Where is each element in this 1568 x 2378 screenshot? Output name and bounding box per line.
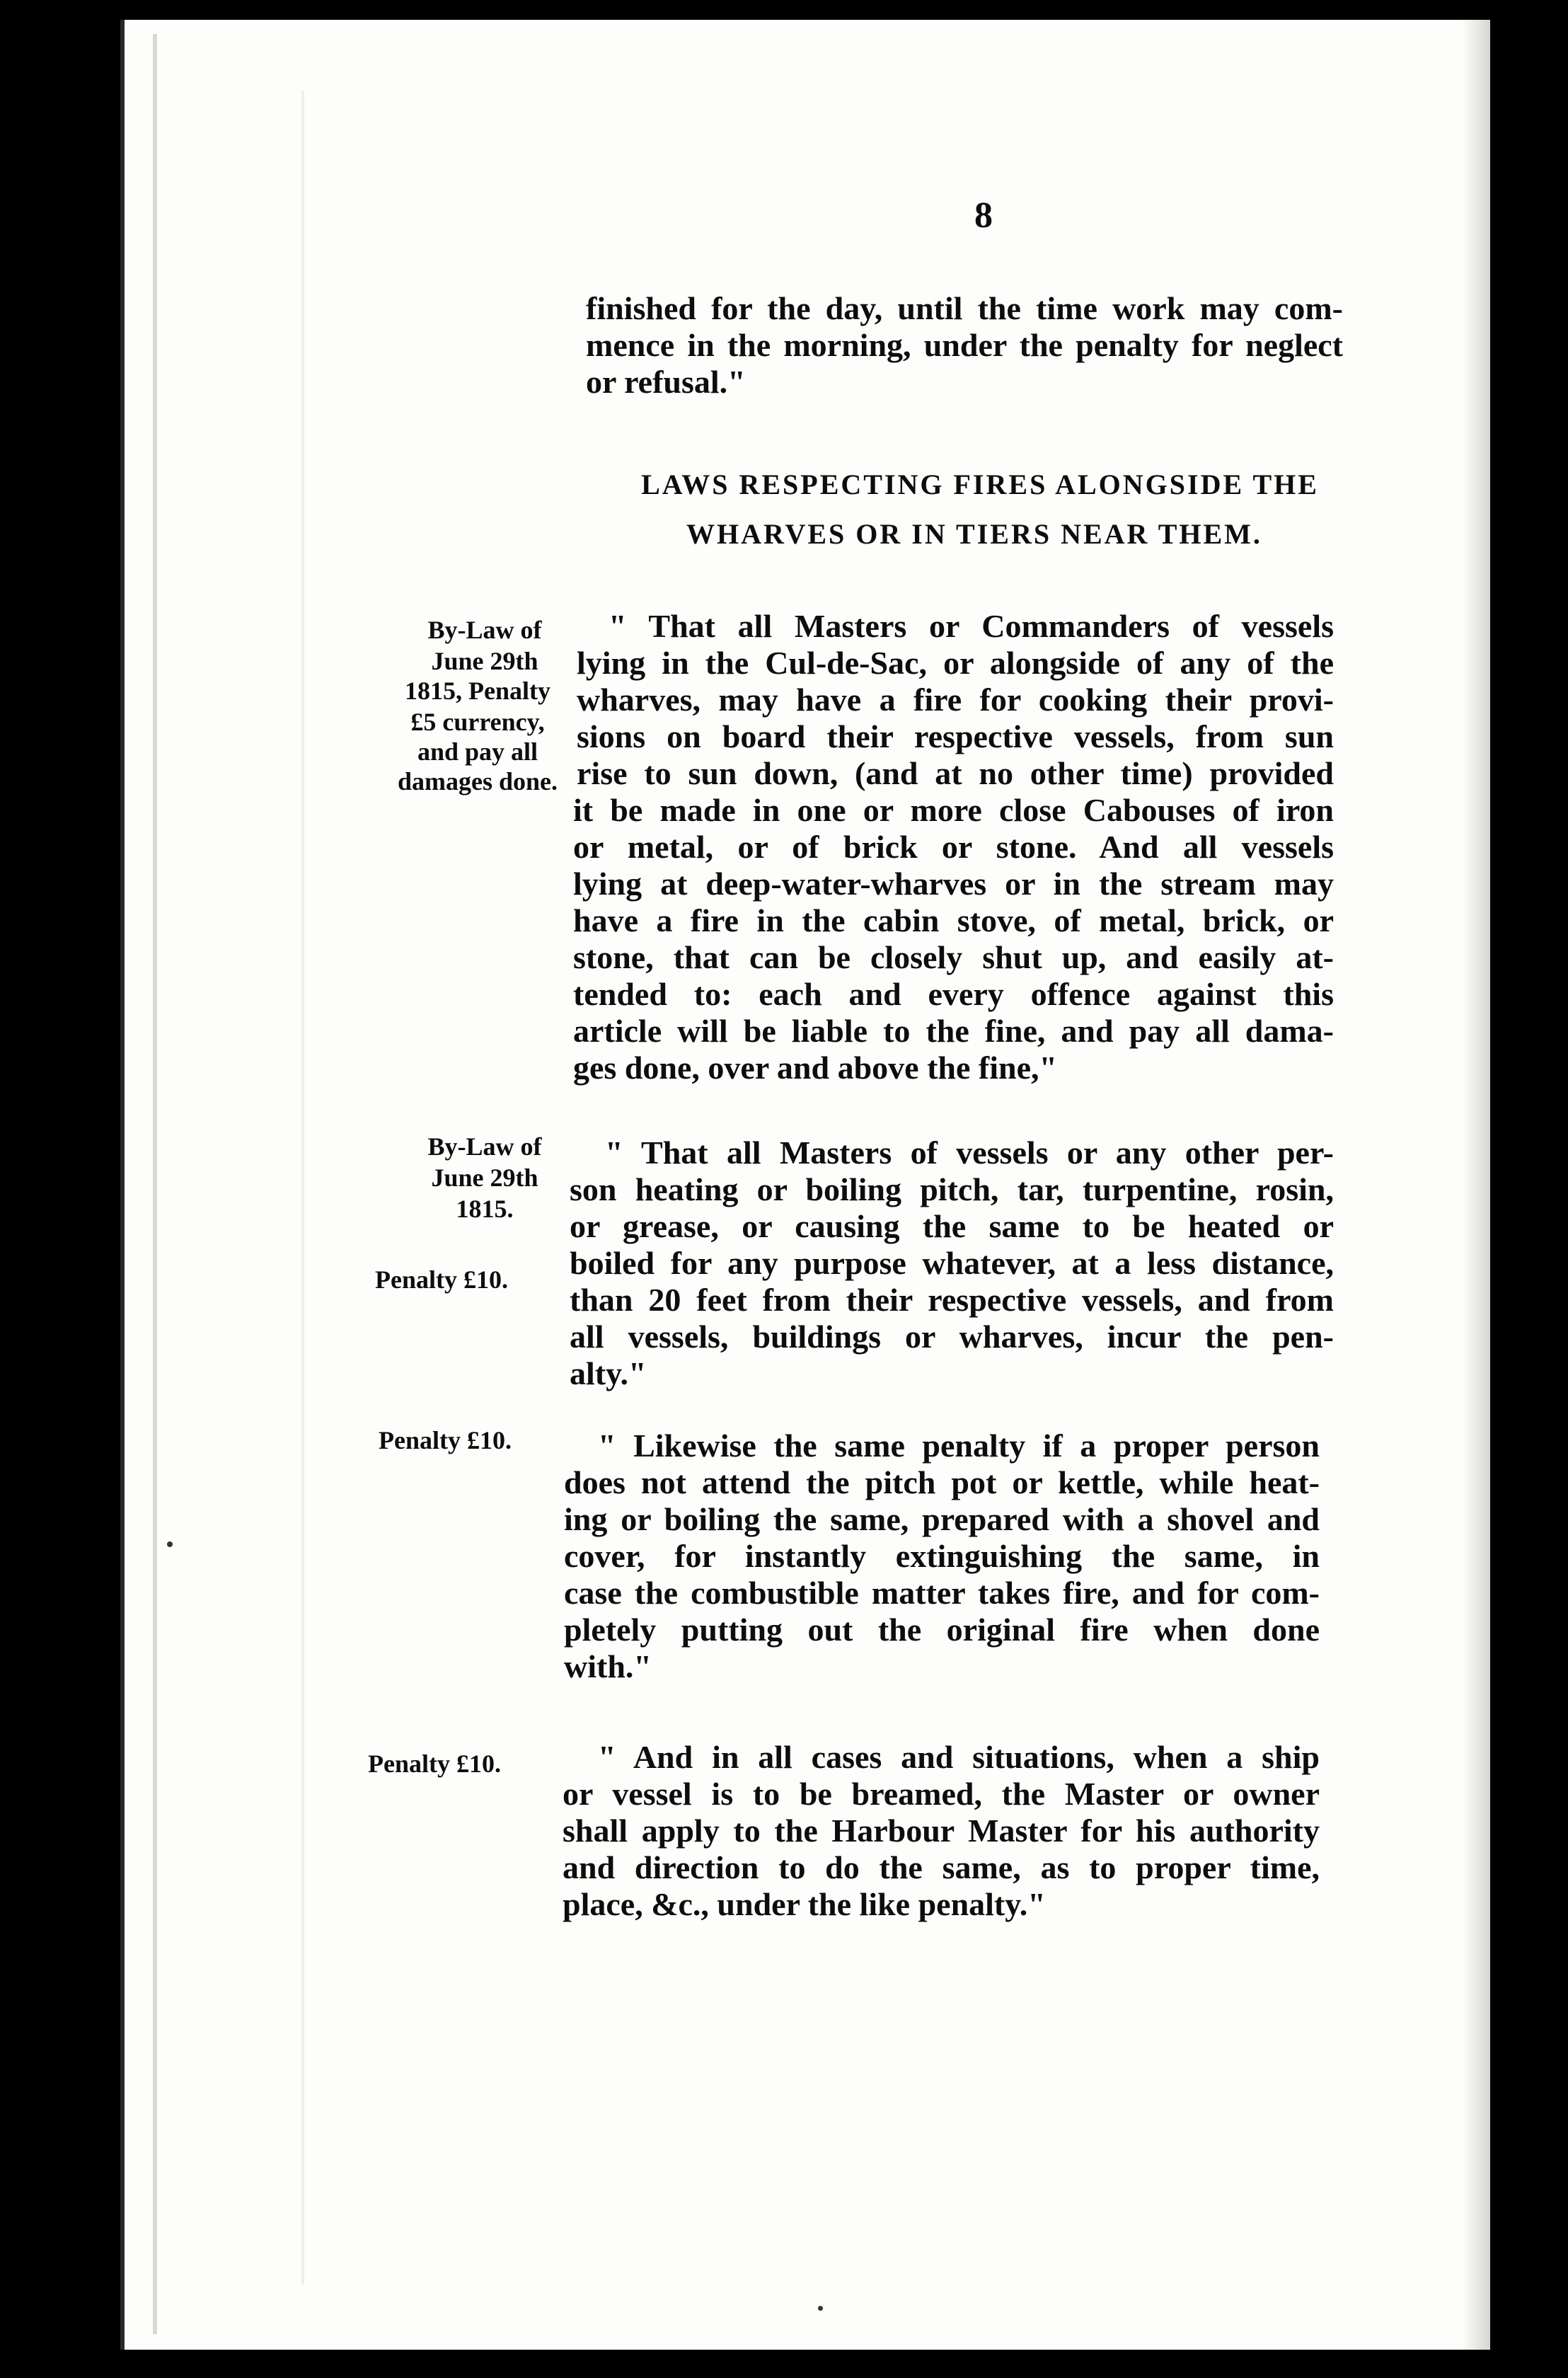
- body-line: stone, that can be closely shut up, and easily at-: [573, 939, 1334, 975]
- body-line: with.": [564, 1648, 652, 1684]
- intro-line: or refusal.": [586, 364, 746, 400]
- body-line: rise to sun down, (and at no other time) provided: [577, 755, 1334, 791]
- intro-line: finished for the day, until the time work may com-: [586, 290, 1343, 326]
- body-line: sions on board their respective vessels, from sun: [577, 718, 1334, 754]
- body-line: " And in all cases and situations, when a ship: [598, 1739, 1320, 1775]
- page-shadow: [1462, 20, 1490, 2350]
- body-line: or vessel is to be breamed, the Master or owner: [563, 1776, 1320, 1812]
- body-line: alty.": [570, 1355, 647, 1391]
- margin-note: and pay all: [417, 737, 538, 766]
- margin-note: June 29th: [431, 647, 538, 675]
- margin-note: Penalty £10.: [375, 1265, 508, 1294]
- scan-speck: [818, 2306, 823, 2311]
- body-line: or grease, or causing the same to be heated or: [570, 1208, 1334, 1244]
- body-line: " Likewise the same penalty if a proper person: [598, 1428, 1320, 1464]
- body-line: case the combustible matter takes fire, and for com-: [564, 1575, 1320, 1611]
- margin-note: damages done.: [397, 767, 558, 795]
- page-number: 8: [974, 195, 993, 236]
- body-line: ing or boiling the same, prepared with a shovel and: [564, 1501, 1320, 1537]
- body-line: it be made in one or more close Cabouses of iron: [573, 792, 1334, 828]
- body-line: " That all Masters or Commanders of vessels: [609, 608, 1334, 644]
- body-line: boiled for any purpose whatever, at a less distance,: [570, 1245, 1334, 1281]
- margin-note: By-Law of: [427, 1132, 542, 1161]
- body-line: place, &c., under the like penalty.": [563, 1886, 1046, 1922]
- body-line: and direction to do the same, as to proper time,: [563, 1849, 1320, 1885]
- body-line: have a fire in the cabin stove, of metal, brick, or: [573, 902, 1334, 938]
- margin-note: £5 currency,: [410, 708, 545, 736]
- margin-note: Penalty £10.: [368, 1750, 501, 1778]
- page-edge: [153, 34, 157, 2334]
- margin-note: 1815.: [456, 1195, 514, 1223]
- scan-speck: [167, 1541, 173, 1547]
- body-line: son heating or boiling pitch, tar, turpentine, rosin,: [570, 1171, 1334, 1207]
- body-line: tended to: each and every offence against this: [573, 976, 1334, 1012]
- section-heading: LAWS RESPECTING FIRES ALONGSIDE THE: [641, 469, 1319, 500]
- body-line: does not attend the pitch pot or kettle, while heat-: [564, 1464, 1320, 1500]
- margin-note: Penalty £10.: [379, 1426, 512, 1454]
- body-line: shall apply to the Harbour Master for his authority: [563, 1813, 1320, 1849]
- body-line: " That all Masters of vessels or any other per-: [605, 1135, 1334, 1171]
- body-line: wharves, may have a fire for cooking their provi-: [577, 682, 1334, 718]
- body-line: all vessels, buildings or wharves, incur the pen-: [570, 1319, 1334, 1355]
- intro-line: mence in the morning, under the penalty for neglect: [586, 327, 1343, 363]
- body-line: article will be liable to the fine, and pay all dama-: [573, 1013, 1334, 1049]
- body-line: cover, for instantly extinguishing the same, in: [564, 1538, 1320, 1574]
- body-line: lying in the Cul-de-Sac, or alongside of any of the: [577, 645, 1334, 681]
- section-heading: WHARVES OR IN TIERS NEAR THEM.: [686, 518, 1262, 550]
- page-fold: [301, 91, 304, 2285]
- margin-note: June 29th: [431, 1164, 538, 1192]
- body-line: lying at deep-water-wharves or in the stream may: [573, 866, 1334, 902]
- body-line: ges done, over and above the fine,": [573, 1050, 1058, 1086]
- margin-note: By-Law of: [427, 616, 542, 644]
- body-line: pletely putting out the original fire when done: [564, 1612, 1320, 1648]
- margin-note: 1815, Penalty: [405, 677, 550, 705]
- body-line: than 20 feet from their respective vessels, and from: [570, 1282, 1334, 1318]
- body-line: or metal, or of brick or stone. And all vessels: [573, 829, 1334, 865]
